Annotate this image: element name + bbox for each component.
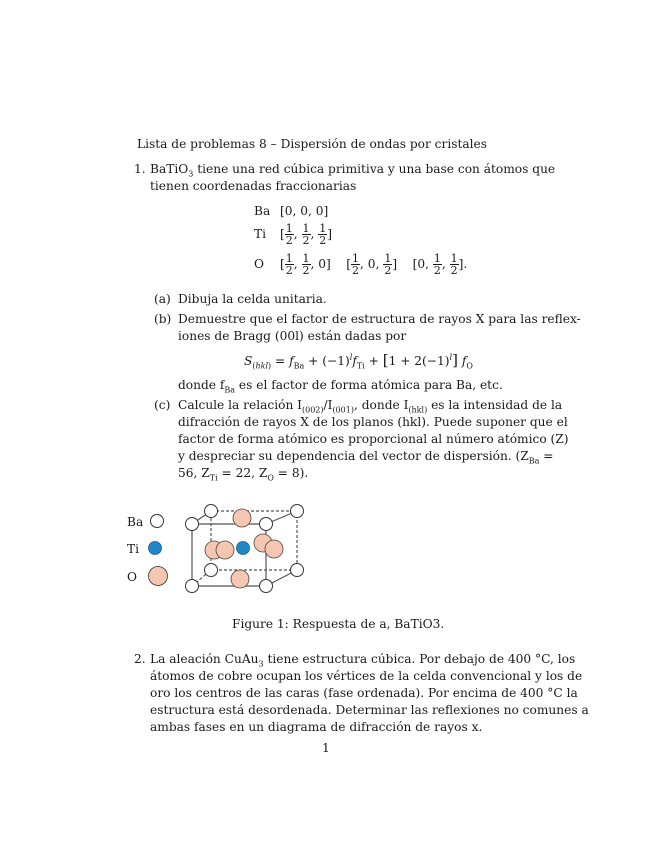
subitem-c-line-1: Calcule la relación $I_{(002)}/I_{(001)}$, donde $I_{(hkl)}$ es la intensidad de la bbox=[178, 398, 563, 415]
coord-row-o: O [ $\frac{1}{2}$ , $\frac{1}{2}$ , 0] [ $\frac{1}{2}$ , 0, $\frac{1}{2}$ ] [0, $\frac{1}{2}$ , $\frac{1}{2}$ ]. bbox=[254, 252, 468, 277]
oxygen-atom-top bbox=[233, 509, 251, 527]
legend-ba: Ba bbox=[127, 513, 165, 531]
problem-2-line-2: átomos de cobre ocupan los vértices de la celda convencional y los de bbox=[150, 669, 583, 683]
oxygen-atom-left-back bbox=[216, 541, 234, 559]
barium-atom-5 bbox=[205, 505, 218, 518]
legend-ti: Ti bbox=[127, 540, 165, 558]
subitem-b-text bbox=[178, 311, 581, 345]
barium-atom-8 bbox=[291, 564, 304, 577]
subitem-b-label: (b) bbox=[154, 312, 172, 326]
legend-ba-circle-icon bbox=[149, 513, 165, 529]
structure-factor-formula: $S_{(hkl)} = f_{Ba} + (-1)^lf_{Ti} + [1 + 2(-1)^l]$ $f_O$ bbox=[244, 351, 473, 371]
legend-ti-circle-icon bbox=[147, 540, 165, 556]
problem-2-text bbox=[150, 651, 589, 736]
coord-row-ba bbox=[254, 203, 328, 220]
subitem-a-text: Dibuja la celda unitaria. bbox=[178, 292, 327, 306]
subitem-c-line-5: 56, $Z_{Ti} = 22$, $Z_O = 8$). bbox=[178, 466, 309, 483]
legend-o: O bbox=[127, 565, 169, 587]
problem-2-line-4: estructura está desordenada. Determinar las reflexiones no comunes a bbox=[150, 703, 589, 717]
barium-atom-2 bbox=[260, 518, 273, 531]
coord-label-ti: Ti bbox=[254, 227, 267, 241]
page-title: Lista de problemas 8 – Dispersión de ondas por cristales bbox=[137, 137, 488, 151]
subitem-c-line-2: difracción de rayos X de los planos (hkl). Puede suponer que el bbox=[178, 415, 568, 429]
problem-2-number: 2. bbox=[134, 652, 146, 666]
coord-label-o: O bbox=[254, 257, 264, 271]
barium-atom-1 bbox=[186, 518, 199, 531]
page-number: 1 bbox=[322, 741, 330, 755]
titanium-atom bbox=[237, 542, 250, 555]
legend-o-circle-icon bbox=[147, 565, 169, 587]
oxygen-atom-bottom bbox=[231, 570, 249, 588]
barium-atom-6 bbox=[291, 505, 304, 518]
subitem-a-label: (a) bbox=[154, 292, 171, 306]
subitem-c-text bbox=[178, 397, 569, 483]
subitem-c-line-3: factor de forma atómico es proporcional al número atómico (Z) bbox=[178, 432, 569, 446]
coord-row-ti: Ti [ $\frac{1}{2}$ , $\frac{1}{2}$ , $\frac{1}{2}$ ] bbox=[254, 222, 333, 247]
unit-cell-diagram bbox=[180, 500, 310, 600]
problem-2-line-5: ambas fases en un diagrama de difracción de rayos x. bbox=[150, 720, 483, 734]
subitem-c-label: (c) bbox=[154, 398, 171, 412]
barium-atom-4 bbox=[260, 580, 273, 593]
oxygen-atom-right-front bbox=[265, 540, 283, 558]
figure-caption: Figure 1: Respuesta de a, BaTiO3. bbox=[232, 617, 445, 631]
problem-1-number: 1. bbox=[134, 162, 146, 176]
problem-1-line-2: tienen coordenadas fraccionarias bbox=[150, 179, 357, 193]
subitem-c-line-4: y despreciar su dependencia del vector de dispersión. ($Z_{Ba}$ = bbox=[178, 449, 554, 466]
barium-atom-3 bbox=[186, 580, 199, 593]
coord-value-ba: [0, 0, 0] bbox=[280, 204, 329, 218]
coord-label-ba: Ba bbox=[254, 204, 271, 218]
problem-2-line-1: La aleación CuAu$_3$ tiene estructura cúbica. Por debajo de 400 °C, los bbox=[150, 652, 576, 669]
subitem-b-line-2: iones de Bragg (00l) están dadas por bbox=[178, 329, 407, 343]
barium-atom-7 bbox=[205, 564, 218, 577]
subitem-b-after: donde $f_{Ba}$ es el factor de forma atómica para Ba, etc. bbox=[178, 378, 503, 395]
subitem-b-line-1: Demuestre que el factor de estructura de rayos X para las reflex- bbox=[178, 312, 581, 326]
problem-2-line-3: oro los centros de las caras (fase ordenada). Por encima de 400 °C la bbox=[150, 686, 578, 700]
problem-1-text bbox=[150, 161, 556, 195]
problem-1-line-1: BaTiO$_3$ tiene una red cúbica primitiva y una base con átomos que bbox=[150, 162, 556, 179]
